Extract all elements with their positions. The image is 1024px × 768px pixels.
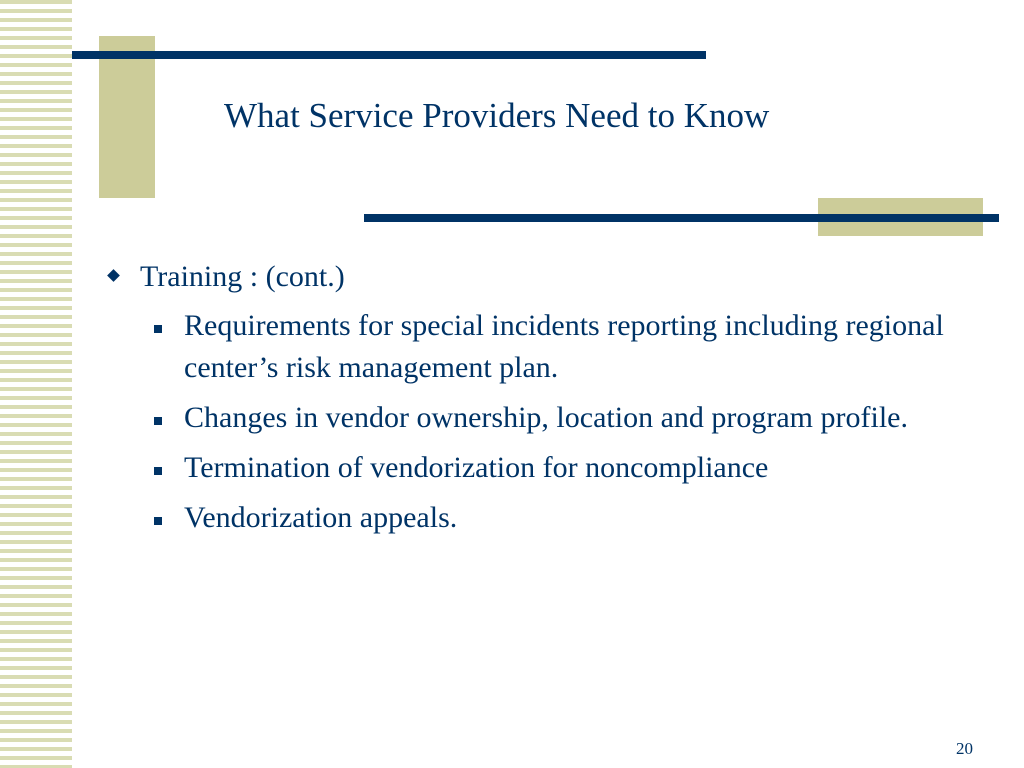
square-bullet-icon: [154, 517, 162, 525]
sub-bullet-text: Changes in vendor ownership, location and program profile.: [184, 401, 908, 434]
sub-bullet-termination: [144, 447, 984, 489]
sub-bullet-incidents: [144, 305, 984, 389]
sub-bullet-text: Termination of vendorization for noncompliance: [184, 451, 769, 484]
bullet-training-label: Training : (cont.): [140, 260, 345, 293]
square-bullet-icon: [154, 325, 162, 333]
sub-bullet-text: Requirements for special incidents reporting including regional center’s risk management plan.: [184, 309, 944, 384]
decorative-rule-mid: [364, 214, 999, 222]
diamond-bullet-icon: [107, 269, 120, 282]
slide-title: What Service Providers Need to Know: [224, 96, 770, 135]
decorative-rule-top: [72, 51, 706, 59]
decorative-stripes: [0, 0, 72, 768]
slide-content: [100, 257, 980, 539]
decorative-tan-block-left: [99, 36, 155, 198]
square-bullet-icon: [154, 417, 162, 425]
sub-bullet-changes: [144, 397, 984, 439]
page-number: 20: [956, 739, 973, 758]
bullet-training: [100, 257, 980, 297]
sub-bullet-appeals: [144, 497, 984, 539]
sub-bullet-text: Vendorization appeals.: [184, 501, 458, 534]
square-bullet-icon: [154, 467, 162, 475]
